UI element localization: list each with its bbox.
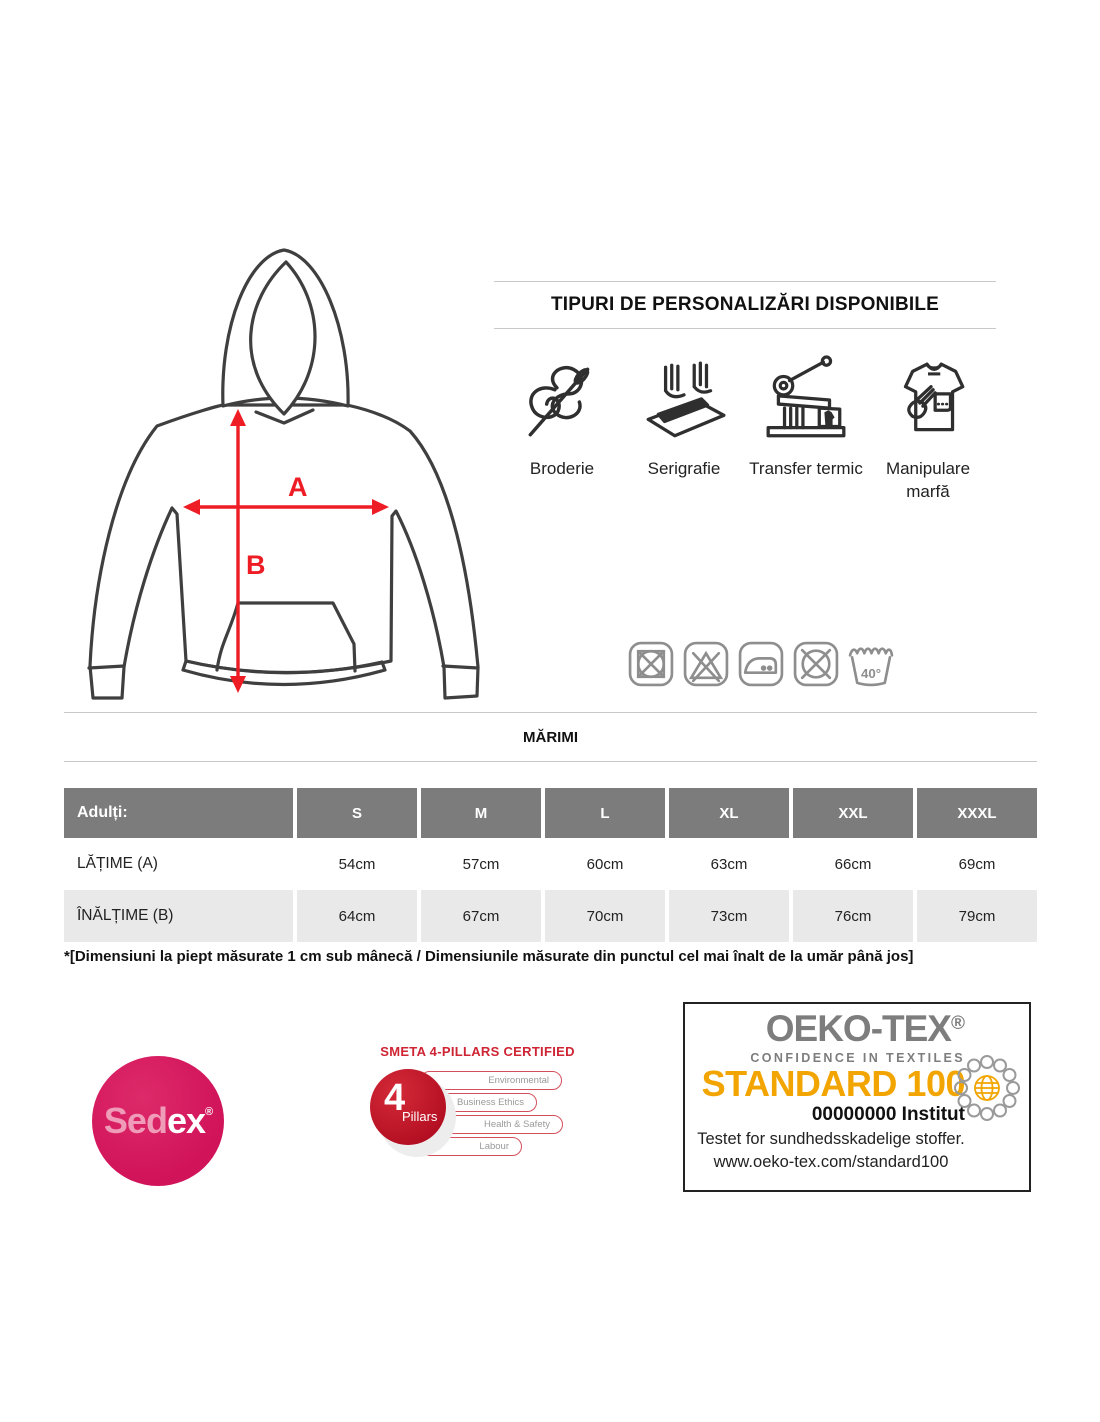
wash-temp-label: 40° (860, 665, 882, 681)
table-cell: 57cm (462, 855, 500, 873)
height-arrow-label: B (246, 550, 266, 580)
oeko-tex-text-column (697, 1010, 965, 1172)
smeta-pillar-environmental: Environmental (420, 1071, 562, 1090)
oeko-tex-institute: 00000000 Institut (811, 1103, 965, 1125)
size-table-row-height (64, 890, 1037, 942)
personalization-label: Broderie (529, 459, 595, 478)
table-cell: 79cm (917, 890, 1037, 942)
measurement-footnote: *[Dimensiuni la piept măsurate 1 cm sub mânecă / Dimensiunile măsurate din punctul cel mai înalt de la umăr până jos] (64, 948, 914, 965)
wash-40-icon (847, 640, 895, 688)
table-header-cell: Adulți: (64, 788, 293, 838)
oeko-tex-flower-emblem (951, 1052, 1023, 1124)
smeta-4-pillars-badge (370, 1069, 446, 1145)
sedex-text-light: Sed (103, 1100, 167, 1141)
smeta-number-label: Pillars (402, 1109, 438, 1124)
hoodie-measurement-diagram (60, 240, 500, 720)
oeko-tex-tested-line: Testet for sundhedsskadelige stoffer. (697, 1129, 965, 1148)
personalization-icons-row (490, 355, 1000, 503)
table-cell: 73cm (669, 890, 789, 942)
embroidery-icon (516, 355, 608, 447)
size-table-row-width (64, 838, 1037, 890)
oeko-tex-standard: STANDARD 100 (701, 1062, 965, 1104)
personalization-item-heat-press (748, 355, 864, 503)
width-arrow-label: A (288, 472, 308, 502)
table-cell: 70cm (545, 890, 665, 942)
size-table-header-row (64, 788, 1037, 838)
table-cell: 67cm (421, 890, 541, 942)
personalization-label: Transfer termic (749, 459, 863, 478)
oeko-tex-brand-text: OEKO-TEX (765, 1008, 951, 1049)
personalization-item-garment-handling (870, 355, 986, 503)
sedex-logo-text (103, 1100, 213, 1141)
smeta-pillar-business-ethics: Business Ethics (420, 1093, 537, 1112)
table-row-label: ÎNĂLȚIME (B) (64, 890, 293, 942)
personalization-panel (490, 270, 1000, 503)
smeta-diagram (370, 1067, 585, 1179)
size-table (64, 788, 1037, 942)
do-not-dry-clean-icon (792, 640, 840, 688)
smeta-certification (370, 1044, 585, 1184)
personalization-item-embroidery (504, 355, 620, 503)
personalization-label: Manipulare marfă (885, 459, 971, 501)
table-cell: 66cm (834, 855, 872, 873)
table-header-cell: XXXL (917, 788, 1037, 838)
personalization-label: Serigrafie (647, 459, 721, 478)
smeta-title: SMETA 4-PILLARS CERTIFIED (380, 1044, 575, 1059)
table-cell: 64cm (297, 890, 417, 942)
table-header-cell: M (421, 788, 541, 838)
oeko-tex-url: www.oeko-tex.com/standard100 (713, 1152, 949, 1171)
personalization-title-block (494, 281, 996, 329)
smeta-number: 4 (384, 1077, 406, 1119)
table-header-cell: L (545, 788, 665, 838)
sizes-section-title: MĂRIMI (523, 728, 578, 746)
personalization-item-screen-print (626, 355, 742, 503)
do-not-tumble-dry-icon (627, 640, 675, 688)
table-cell: 63cm (710, 855, 748, 873)
sizes-section-header (64, 712, 1037, 762)
registered-mark: ® (204, 1106, 213, 1118)
oeko-tex-label (683, 1002, 1031, 1192)
oeko-tex-tagline: CONFIDENCE IN TEXTILES (750, 1050, 965, 1065)
table-cell: 76cm (793, 890, 913, 942)
hoodie-illustration-icon (60, 240, 500, 720)
personalization-title: TIPURI DE PERSONALIZĂRI DISPONIBILE (550, 294, 940, 315)
do-not-bleach-icon (682, 640, 730, 688)
oeko-tex-brand (697, 1010, 965, 1049)
table-cell: 69cm (958, 855, 996, 873)
heat-press-icon (760, 355, 852, 447)
screen-print-icon (638, 355, 730, 447)
table-header-cell: XL (669, 788, 789, 838)
registered-mark: ® (951, 1013, 965, 1034)
garment-handling-icon (882, 355, 974, 447)
table-cell: 54cm (338, 855, 376, 873)
sedex-text-white: ex (166, 1100, 205, 1141)
smeta-pillar-health-safety: Health & Safety (420, 1115, 563, 1134)
table-header-cell: S (297, 788, 417, 838)
smeta-pillar-labour: Labour (420, 1137, 522, 1156)
sedex-logo (92, 1056, 224, 1186)
care-symbols-row (627, 640, 895, 688)
table-cell: 60cm (586, 855, 624, 873)
table-header-cell: XXL (793, 788, 913, 838)
iron-icon (737, 640, 785, 688)
table-row-label: LĂȚIME (A) (77, 855, 158, 872)
